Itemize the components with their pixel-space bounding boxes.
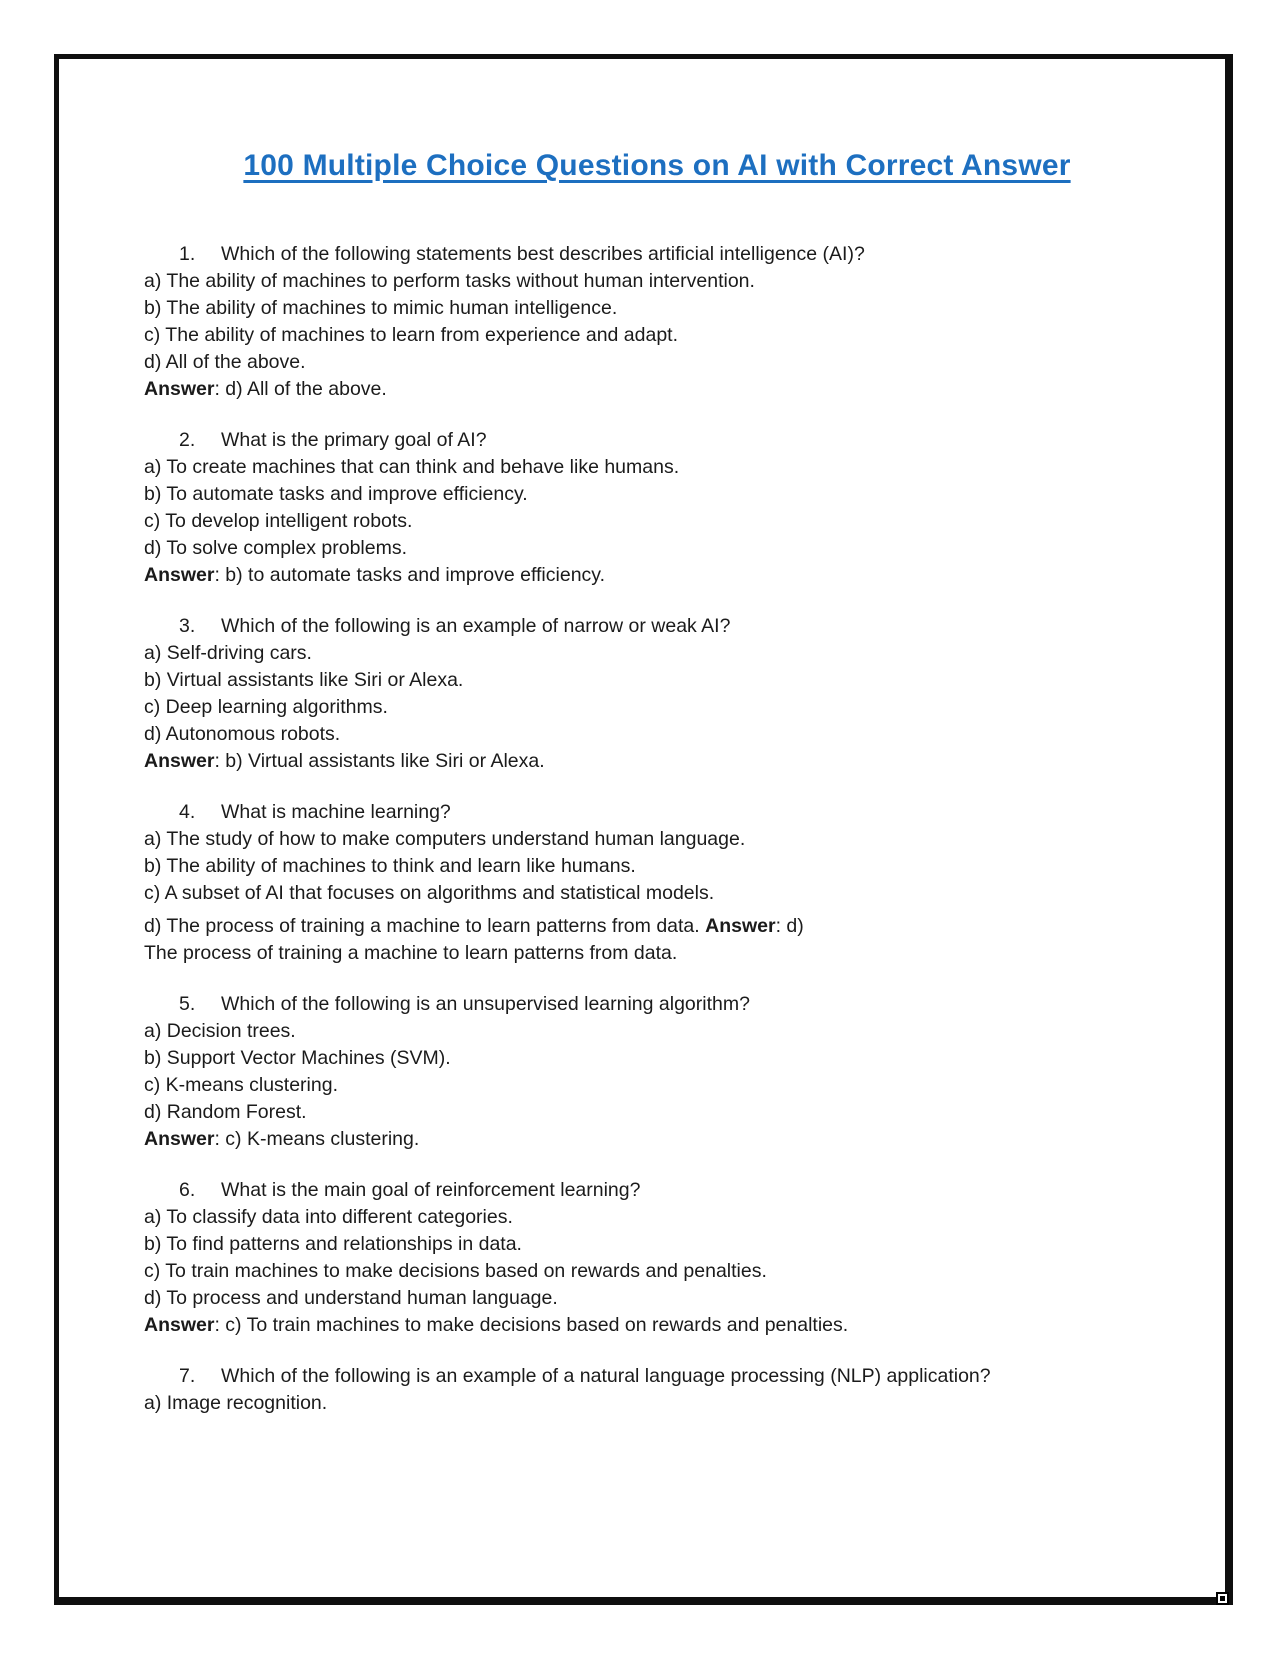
question-line	[144, 799, 1170, 826]
question-text: Which of the following is an example of narrow or weak AI?	[221, 615, 731, 637]
question-block-3	[144, 613, 1170, 775]
option-d: d) Random Forest.	[144, 1101, 307, 1123]
option-c: c) To train machines to make decisions based on rewards and penalties.	[144, 1260, 767, 1282]
question-block-4	[144, 799, 1170, 967]
option-d: d) All of the above.	[144, 351, 306, 373]
option-c: c) Deep learning algorithms.	[144, 696, 388, 718]
question-text: What is the main goal of reinforcement learning?	[221, 1179, 641, 1201]
option-d-with-inline-answer	[144, 913, 1170, 940]
answer-continuation: The process of training a machine to learn patterns from data.	[144, 942, 678, 964]
option-a: a) Self-driving cars.	[144, 642, 312, 664]
option-b: b) To find patterns and relationships in data.	[144, 1233, 522, 1255]
option-a: a) Decision trees.	[144, 1020, 296, 1042]
option-a: a) To create machines that can think and behave like humans.	[144, 456, 680, 478]
document-content	[59, 59, 1225, 1597]
question-number: 5.	[179, 993, 196, 1015]
option-c: c) A subset of AI that focuses on algorithms and statistical models.	[144, 882, 715, 904]
answer-text: : b) Virtual assistants like Siri or Alexa.	[214, 750, 545, 772]
question-block-5	[144, 991, 1170, 1153]
question-block-1	[144, 241, 1170, 403]
answer-line	[144, 1312, 1170, 1339]
question-number: 3.	[179, 615, 196, 637]
option-b: b) The ability of machines to mimic human intelligence.	[144, 297, 618, 319]
option-d: d) Autonomous robots.	[144, 723, 341, 745]
answer-line	[144, 376, 1170, 403]
option-c: c) K-means clustering.	[144, 1074, 338, 1096]
question-text: What is the primary goal of AI?	[221, 429, 487, 451]
question-block-7	[144, 1363, 1170, 1417]
option-d: d) To process and understand human language.	[144, 1287, 558, 1309]
question-number: 6.	[179, 1179, 196, 1201]
question-text: Which of the following statements best describes artificial intelligence (AI)?	[221, 243, 865, 265]
answer-line	[144, 748, 1170, 775]
question-number: 1.	[179, 243, 196, 265]
question-line	[144, 991, 1170, 1018]
option-a: a) Image recognition.	[144, 1392, 328, 1414]
document-title: 100 Multiple Choice Questions on AI with Correct Answer	[243, 149, 1071, 182]
option-b: b) Virtual assistants like Siri or Alexa.	[144, 669, 464, 691]
question-line	[144, 241, 1170, 268]
answer-text: : c) To train machines to make decisions based on rewards and penalties.	[214, 1314, 849, 1336]
question-line	[144, 1177, 1170, 1204]
option-c: c) To develop intelligent robots.	[144, 510, 413, 532]
answer-text: : d) All of the above.	[214, 378, 387, 400]
option-d-text: d) The process of training a machine to learn patterns from data.	[144, 915, 706, 937]
answer-label: Answer	[144, 1128, 215, 1150]
resize-handle[interactable]	[1216, 1592, 1229, 1605]
question-number: 2.	[179, 429, 196, 451]
question-block-2	[144, 427, 1170, 589]
option-b: b) Support Vector Machines (SVM).	[144, 1047, 451, 1069]
answer-text: : c) K-means clustering.	[214, 1128, 420, 1150]
question-line	[144, 613, 1170, 640]
option-b: b) The ability of machines to think and learn like humans.	[144, 855, 636, 877]
answer-label: Answer	[144, 564, 215, 586]
question-block-6	[144, 1177, 1170, 1339]
option-a: a) The study of how to make computers understand human language.	[144, 828, 746, 850]
option-a: a) To classify data into different categories.	[144, 1206, 513, 1228]
option-c: c) The ability of machines to learn from experience and adapt.	[144, 324, 679, 346]
question-list	[144, 241, 1170, 1417]
option-d: d) To solve complex problems.	[144, 537, 408, 559]
answer-label: Answer	[144, 750, 215, 772]
question-text: What is machine learning?	[221, 801, 451, 823]
answer-label: Answer	[144, 1314, 215, 1336]
option-a: a) The ability of machines to perform tasks without human intervention.	[144, 270, 755, 292]
question-text: Which of the following is an unsupervised learning algorithm?	[221, 993, 750, 1015]
answer-text: : b) to automate tasks and improve efficiency.	[214, 564, 606, 586]
answer-line	[144, 562, 1170, 589]
question-line	[144, 1363, 1170, 1390]
question-number: 4.	[179, 801, 196, 823]
question-text: Which of the following is an example of a natural language processing (NLP) application?	[221, 1365, 991, 1387]
option-b: b) To automate tasks and improve efficiency.	[144, 483, 528, 505]
question-line	[144, 427, 1170, 454]
question-number: 7.	[179, 1365, 196, 1387]
document-page-border	[54, 54, 1233, 1605]
answer-text: : d)	[775, 915, 804, 937]
answer-line	[144, 1126, 1170, 1153]
answer-label: Answer	[144, 378, 215, 400]
answer-label: Answer	[705, 915, 776, 937]
